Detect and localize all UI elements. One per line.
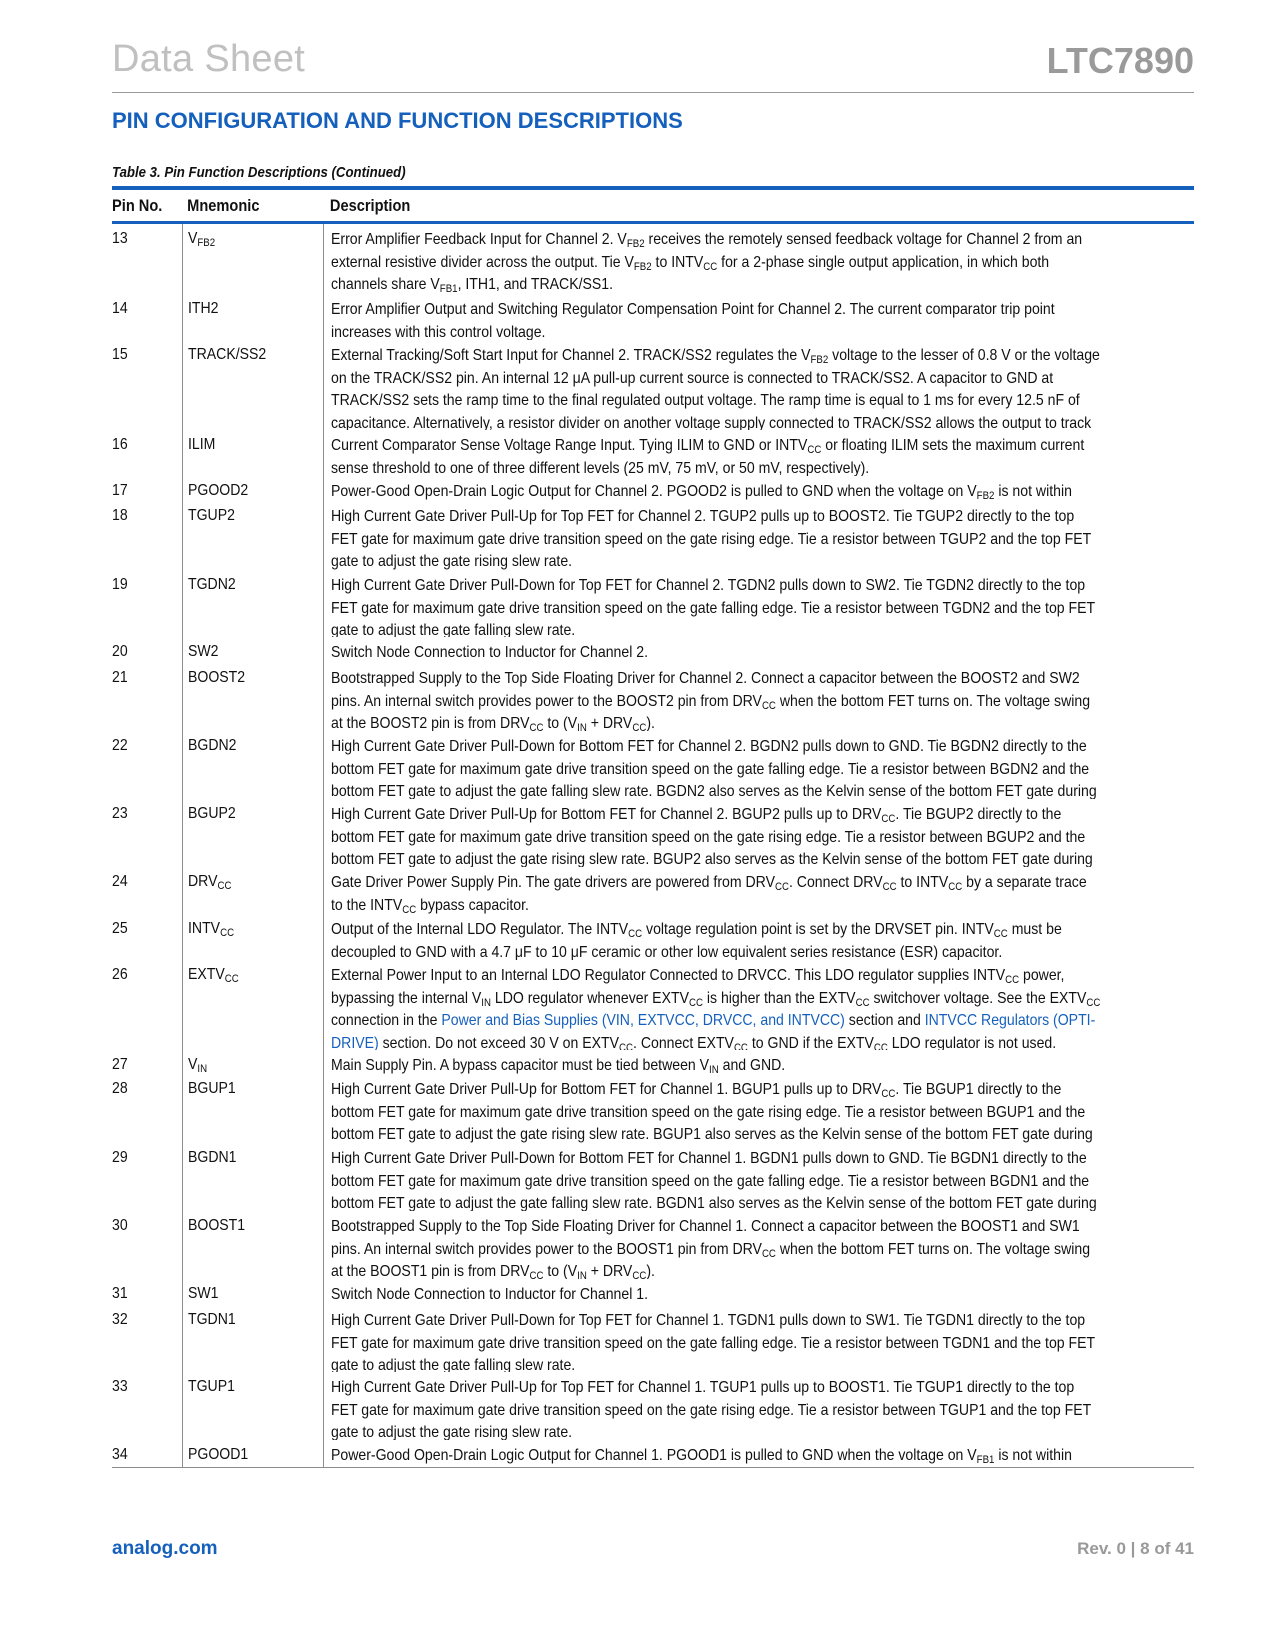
subscript: CC <box>1005 974 1020 986</box>
subscript: CC <box>224 973 239 985</box>
table-row <box>112 1143 1194 1211</box>
subscript: CC <box>703 260 718 273</box>
pin-number: 14 <box>112 300 128 317</box>
description-text: High Current Gate Driver Pull-Down for Bottom FET for Channel 1. BGDN1 pulls down to GND. Tie BGDN1 directly to the bottom FET gate for maximum gate drive transition speed on the gate falling edge. Tie a resistor between BGDN1 and the bottom FET gate to adjust the gate falling slew rate. BGDN1 also serves as the Kelvin sense of the bottom FET gate during <box>331 1150 1097 1211</box>
pin-number-cell <box>112 731 182 799</box>
header-pin-no: Pin No. <box>112 196 163 215</box>
cross-reference-link[interactable]: INTVCC Regulators (OPTI-DRIVE) <box>331 1012 1096 1050</box>
header-description: Description <box>329 196 411 215</box>
table-row <box>112 476 1194 501</box>
description-cell <box>323 570 1194 637</box>
pin-number-cell <box>112 1440 182 1467</box>
pin-number: 24 <box>112 873 128 890</box>
mnemonic-cell <box>182 1372 323 1440</box>
header-part-number: LTC7890 <box>1046 40 1194 81</box>
mnemonic-cell <box>182 663 323 731</box>
pin-number: 28 <box>112 1080 128 1097</box>
pin-number-cell <box>112 294 182 340</box>
mnemonic: BGUP1 <box>188 1080 236 1097</box>
subscript: IN <box>577 722 587 731</box>
mnemonic: ILIM <box>188 436 216 453</box>
description-text: Power-Good Open-Drain Logic Output for Channel 2. PGOOD2 is pulled to GND when the voltage on $V_{FB2}$ is not within <box>331 483 1072 501</box>
pin-number: 17 <box>112 482 128 499</box>
mnemonic: $V_{FB2}$ <box>188 230 216 249</box>
mnemonic: BGDN2 <box>188 737 237 754</box>
subscript: FB1 <box>976 1454 995 1466</box>
table-row <box>112 663 1194 731</box>
table-row <box>112 570 1194 637</box>
mnemonic-cell <box>182 1211 323 1279</box>
pin-number: 21 <box>112 669 128 686</box>
description-cell <box>323 914 1194 960</box>
mnemonic: $INTV_{CC}$ <box>188 920 235 939</box>
description-cell <box>323 663 1194 731</box>
pin-number-cell <box>112 960 182 1050</box>
description-cell <box>323 1372 1194 1440</box>
pin-number-cell <box>112 1211 182 1279</box>
mnemonic-cell <box>182 1074 323 1143</box>
mnemonic: BGUP2 <box>188 805 236 822</box>
table-header <box>112 186 1194 224</box>
subscript: IN <box>709 1064 719 1074</box>
pin-number: 32 <box>112 1311 128 1328</box>
mnemonic-cell <box>182 1143 323 1211</box>
mnemonic: $DRV_{CC}$ <box>188 873 232 892</box>
subscript: CC <box>632 722 647 731</box>
pin-number-cell <box>112 501 182 570</box>
subscript: FB2 <box>197 237 216 249</box>
header-divider <box>112 92 1194 93</box>
description-cell <box>323 799 1194 867</box>
table-row <box>112 1440 1194 1467</box>
mnemonic: PGOOD1 <box>188 1446 249 1463</box>
mnemonic: SW1 <box>188 1285 219 1302</box>
pin-number-cell <box>112 570 182 637</box>
table-row <box>112 430 1194 476</box>
table-row <box>112 1372 1194 1440</box>
description-text: Error Amplifier Feedback Input for Channel 2. $V_{FB2}$ receives the remotely sensed feedback voltage for Channel 2 from an external resistive divider across the output. Tie $V_{FB2}$ to $INTV_{CC}$ for a 2-phase single output application, in which both channels share $V_{FB1}$, ITH1, and TRACK/SS1. <box>331 231 1083 294</box>
mnemonic: TGUP1 <box>188 1378 235 1395</box>
description-text: High Current Gate Driver Pull-Down for Top FET for Channel 2. TGDN2 pulls down to SW2. Tie TGDN2 directly to the top FET gate for maximum gate drive transition speed on the gate falling edge. Tie a resistor between TGDN2 and the top FET gate to adjust the gate falling slew rate. <box>331 577 1095 637</box>
pin-number-cell <box>112 914 182 960</box>
mnemonic: PGOOD2 <box>188 482 249 499</box>
description-text: External Power Input to an Internal LDO Regulator Connected to DRVCC. This LDO regulator supplies $INTV_{CC}$ power, bypassing the internal $V_{IN}$ LDO regulator whenever $EXTV_{CC}$ is higher than the $EXTV_{CC}$ switchover voltage. See the $EXTV_{CC}$ connection in the Power and Bias Supplies (VIN, EXTVCC, DRVCC, and INTVCC) section and INTVCC Regulators (OPTI-DRIVE) section. Do not exceed 30 V on $EXTV_{CC}$. Connect $EXTV_{CC}$ to GND if the $EXTV_{CC}$ LDO regulator is not used. <box>331 965 1101 1050</box>
cross-reference-link[interactable]: Power and Bias Supplies (VIN, EXTVCC, DRVCC, and INTVCC) <box>441 1012 845 1029</box>
table-row <box>112 340 1194 430</box>
description-cell <box>323 1279 1194 1305</box>
subscript: CC <box>882 881 897 893</box>
subscript: IN <box>481 996 491 1009</box>
table-row <box>112 1074 1194 1143</box>
description-text: Main Supply Pin. A bypass capacitor must be tied between $V_{IN}$ and GND. <box>331 1057 786 1074</box>
description-cell <box>323 501 1194 570</box>
subscript: CC <box>774 881 789 893</box>
pin-number: 30 <box>112 1217 128 1234</box>
subscript: CC <box>761 1247 776 1260</box>
header-doc-type: Data Sheet <box>112 38 306 80</box>
description-text: High Current Gate Driver Pull-Down for Bottom FET for Channel 2. BGDN2 pulls down to GND. Tie BGDN2 directly to the bottom FET gate for maximum gate drive transition speed on the gate falling edge. Tie a resistor between BGDN2 and the bottom FET gate to adjust the gate falling slew rate. BGDN2 also serves as the Kelvin sense of the bottom FET gate during <box>331 738 1097 799</box>
mnemonic-cell <box>182 1440 323 1467</box>
subscript: CC <box>993 928 1008 940</box>
subscript: CC <box>529 722 544 731</box>
pin-number-cell <box>112 637 182 663</box>
mnemonic: TGDN2 <box>188 576 236 593</box>
pin-number-cell <box>112 1305 182 1372</box>
header-mnemonic: Mnemonic <box>187 196 260 215</box>
description-cell <box>323 1050 1194 1074</box>
pin-number: 26 <box>112 966 128 983</box>
description-text: High Current Gate Driver Pull-Up for Top FET for Channel 2. TGUP2 pulls up to BOOST2. Tie TGUP2 directly to the top FET gate for maximum gate drive transition speed on the gate rising edge. Tie a resistor between TGUP2 and the top FET gate to adjust the gate rising slew rate. <box>331 508 1091 570</box>
subscript: CC <box>881 1088 896 1100</box>
description-text: Bootstrapped Supply to the Top Side Floating Driver for Channel 1. Connect a capacitor between the BOOST1 and SW1 pins. An internal switch provides power to the BOOST1 pin from $DRV_{CC}$ when the bottom FET turns on. The voltage swing at the BOOST1 pin is from $DRV_{CC}$ to $(V_{IN} + DRV_{CC})$. <box>331 1216 1101 1279</box>
subscript: CC <box>873 1041 888 1050</box>
mnemonic: SW2 <box>188 643 219 660</box>
description-cell <box>323 1143 1194 1211</box>
subscript: FB2 <box>626 238 645 250</box>
pin-number: 16 <box>112 436 128 453</box>
subscript: IN <box>577 1270 587 1279</box>
table-caption: Table 3. Pin Function Descriptions (Continued) <box>112 164 406 181</box>
description-text: Switch Node Connection to Inductor for Channel 2. <box>331 644 648 661</box>
table-row <box>112 914 1194 960</box>
subscript: CC <box>807 444 822 456</box>
subscript: CC <box>855 996 870 1009</box>
pin-number-cell <box>112 476 182 501</box>
description-text: High Current Gate Driver Pull-Down for Top FET for Channel 1. TGDN1 pulls down to SW1. Tie TGDN1 directly to the top FET gate for maximum gate drive transition speed on the gate falling edge. Tie a resistor between TGDN1 and the top FET gate to adjust the gate falling slew rate. <box>331 1312 1095 1372</box>
subscript: CC <box>632 1270 647 1279</box>
footer-website-link[interactable]: analog.com <box>112 1538 218 1559</box>
subscript: CC <box>217 880 232 892</box>
section-title: PIN CONFIGURATION AND FUNCTION DESCRIPTIONS <box>112 108 683 133</box>
description-cell <box>323 1074 1194 1143</box>
description-text: Power-Good Open-Drain Logic Output for Channel 1. PGOOD1 is pulled to GND when the voltage on $V_{FB1}$ is not within <box>331 1447 1072 1466</box>
pin-number-cell <box>112 430 182 476</box>
mnemonic-cell <box>182 1305 323 1372</box>
mnemonic-cell <box>182 1279 323 1305</box>
table-bottom-rule <box>112 1467 1194 1468</box>
mnemonic-cell <box>182 1050 323 1074</box>
mnemonic-cell <box>182 294 323 340</box>
description-text: Bootstrapped Supply to the Top Side Floating Driver for Channel 2. Connect a capacitor between the BOOST2 and SW2 pins. An internal switch provides power to the BOOST2 pin from $DRV_{CC}$ when the bottom FET turns on. The voltage swing at the BOOST2 pin is from $DRV_{CC}$ to $(V_{IN} + DRV_{CC})$. <box>331 668 1101 731</box>
table-row <box>112 867 1194 914</box>
mnemonic-cell <box>182 867 323 914</box>
table-row <box>112 294 1194 340</box>
table-row <box>112 731 1194 799</box>
pin-number: 18 <box>112 507 128 524</box>
subscript: CC <box>1086 996 1101 1009</box>
pin-number-cell <box>112 1143 182 1211</box>
description-text: Switch Node Connection to Inductor for Channel 1. <box>331 1286 648 1303</box>
subscript: CC <box>628 928 643 940</box>
mnemonic: TRACK/SS2 <box>188 346 267 363</box>
pin-number: 27 <box>112 1056 128 1073</box>
description-cell <box>323 476 1194 501</box>
table-row <box>112 960 1194 1050</box>
pin-number: 25 <box>112 920 128 937</box>
pin-number: 19 <box>112 576 128 593</box>
table-row <box>112 1279 1194 1305</box>
mnemonic: $V_{IN}$ <box>188 1056 208 1075</box>
table-row <box>112 799 1194 867</box>
mnemonic: TGUP2 <box>188 507 235 524</box>
subscript: CC <box>948 881 963 893</box>
pin-number-cell <box>112 340 182 430</box>
mnemonic-cell <box>182 570 323 637</box>
description-text: Error Amplifier Output and Switching Regulator Compensation Point for Channel 2. The current comparator trip point increases with this control voltage. <box>331 301 1055 340</box>
description-cell <box>323 960 1194 1050</box>
pin-function-table <box>112 186 1194 1468</box>
pin-number-cell <box>112 1279 182 1305</box>
pin-number: 20 <box>112 643 128 660</box>
subscript: FB2 <box>976 490 995 501</box>
table-row <box>112 1050 1194 1074</box>
pin-number: 15 <box>112 346 128 363</box>
description-cell <box>323 731 1194 799</box>
description-text: Gate Driver Power Supply Pin. The gate drivers are powered from $DRV_{CC}$. Connect $DRV_{CC}$ to $INTV_{CC}$ by a separate trace to the $INTV_{CC}$ bypass capacitor. <box>331 874 1087 914</box>
pin-number: 29 <box>112 1149 128 1166</box>
subscript: CC <box>402 903 417 914</box>
subscript: FB2 <box>810 354 829 366</box>
subscript: CC <box>761 699 776 712</box>
description-text: Output of the Internal LDO Regulator. The $INTV_{CC}$ voltage regulation point is set by the DRVSET pin. $INTV_{CC}$ must be decoupled to GND with a 4.7 μF to 10 μF ceramic or other low equivalent series resistance (ESR) capacitor. <box>331 921 1062 960</box>
mnemonic-cell <box>182 476 323 501</box>
description-text: High Current Gate Driver Pull-Up for Top FET for Channel 1. TGUP1 pulls up to BOOST1. Tie TGUP1 directly to the top FET gate for maximum gate drive transition speed on the gate rising edge. Tie a resistor between TGUP1 and the top FET gate to adjust the gate rising slew rate. <box>331 1379 1091 1440</box>
table-row <box>112 1211 1194 1279</box>
pin-number-cell <box>112 1074 182 1143</box>
description-cell <box>323 867 1194 914</box>
mnemonic: $EXTV_{CC}$ <box>188 966 239 985</box>
subscript: IN <box>197 1063 208 1075</box>
pin-number-cell <box>112 1372 182 1440</box>
pin-number-cell <box>112 1050 182 1074</box>
mnemonic: ITH2 <box>188 300 219 317</box>
footer-page-info: Rev. 0 | 8 of 41 <box>1077 1539 1194 1558</box>
pin-number: 13 <box>112 230 128 247</box>
description-cell <box>323 294 1194 340</box>
description-text: External Tracking/Soft Start Input for Channel 2. TRACK/SS2 regulates the $V_{FB2}$ voltage to the lesser of 0.8 V or the voltage on the TRACK/SS2 pin. An internal 12 μA pull-up current source is connected to TRACK/SS2. A capacitor to GND at TRACK/SS2 sets the ramp time to the final regulated output voltage. The ramp time is equal to 1 ms for every 12.5 nF of capacitance. Alternatively, a resistor divider on another voltage supply connected to TRACK/SS2 allows the output to track <box>331 347 1100 430</box>
mnemonic-cell <box>182 731 323 799</box>
pin-number-cell <box>112 867 182 914</box>
table-row <box>112 501 1194 570</box>
subscript: CC <box>220 927 235 939</box>
description-cell <box>323 1440 1194 1467</box>
mnemonic-cell <box>182 799 323 867</box>
mnemonic-cell <box>182 637 323 663</box>
description-cell <box>323 637 1194 663</box>
mnemonic: BOOST2 <box>188 669 246 686</box>
mnemonic-cell <box>182 914 323 960</box>
pin-number: 33 <box>112 1378 128 1395</box>
table-row <box>112 224 1194 294</box>
pin-number-cell <box>112 224 182 294</box>
description-cell <box>323 224 1194 294</box>
description-text: High Current Gate Driver Pull-Up for Bottom FET for Channel 2. BGUP2 pulls up to $DRV_{CC}$. Tie BGUP2 directly to the bottom FET gate for maximum gate drive transition speed on the gate rising edge. Tie a resistor between BGUP2 and the bottom FET gate to adjust the gate rising slew rate. BGUP2 also serves as the Kelvin sense of the bottom FET gate during <box>331 806 1093 867</box>
pin-number: 23 <box>112 805 128 822</box>
pin-number: 31 <box>112 1285 128 1302</box>
description-text: High Current Gate Driver Pull-Up for Bottom FET for Channel 1. BGUP1 pulls up to $DRV_{CC}$. Tie BGUP1 directly to the bottom FET gate for maximum gate drive transition speed on the gate rising edge. Tie a resistor between BGUP1 and the bottom FET gate to adjust the gate rising slew rate. BGUP1 also serves as the Kelvin sense of the bottom FET gate during <box>331 1081 1093 1143</box>
subscript: CC <box>733 1041 748 1050</box>
subscript: CC <box>881 813 896 825</box>
subscript: FB1 <box>439 283 458 294</box>
pin-number: 34 <box>112 1446 128 1463</box>
mnemonic-cell <box>182 501 323 570</box>
mnemonic: TGDN1 <box>188 1311 236 1328</box>
table-row <box>112 1305 1194 1372</box>
description-cell <box>323 1305 1194 1372</box>
mnemonic-cell <box>182 224 323 294</box>
mnemonic-cell <box>182 340 323 430</box>
description-cell <box>323 340 1194 430</box>
mnemonic-cell <box>182 960 323 1050</box>
subscript: CC <box>619 1041 633 1050</box>
pin-number-cell <box>112 799 182 867</box>
pin-number: 22 <box>112 737 128 754</box>
mnemonic-cell <box>182 430 323 476</box>
mnemonic: BGDN1 <box>188 1149 237 1166</box>
description-cell <box>323 430 1194 476</box>
description-cell <box>323 1211 1194 1279</box>
subscript: FB2 <box>633 260 652 273</box>
subscript: CC <box>529 1270 544 1279</box>
pin-number-cell <box>112 663 182 731</box>
table-body <box>112 224 1194 1467</box>
mnemonic: BOOST1 <box>188 1217 246 1234</box>
table-row <box>112 637 1194 663</box>
description-text: Current Comparator Sense Voltage Range Input. Tying ILIM to GND or $INTV_{CC}$ or floating ILIM sets the maximum current sense threshold to one of three different levels (25 mV, 75 mV, or 50 mV, respectively). <box>331 437 1085 476</box>
subscript: CC <box>688 996 703 1009</box>
